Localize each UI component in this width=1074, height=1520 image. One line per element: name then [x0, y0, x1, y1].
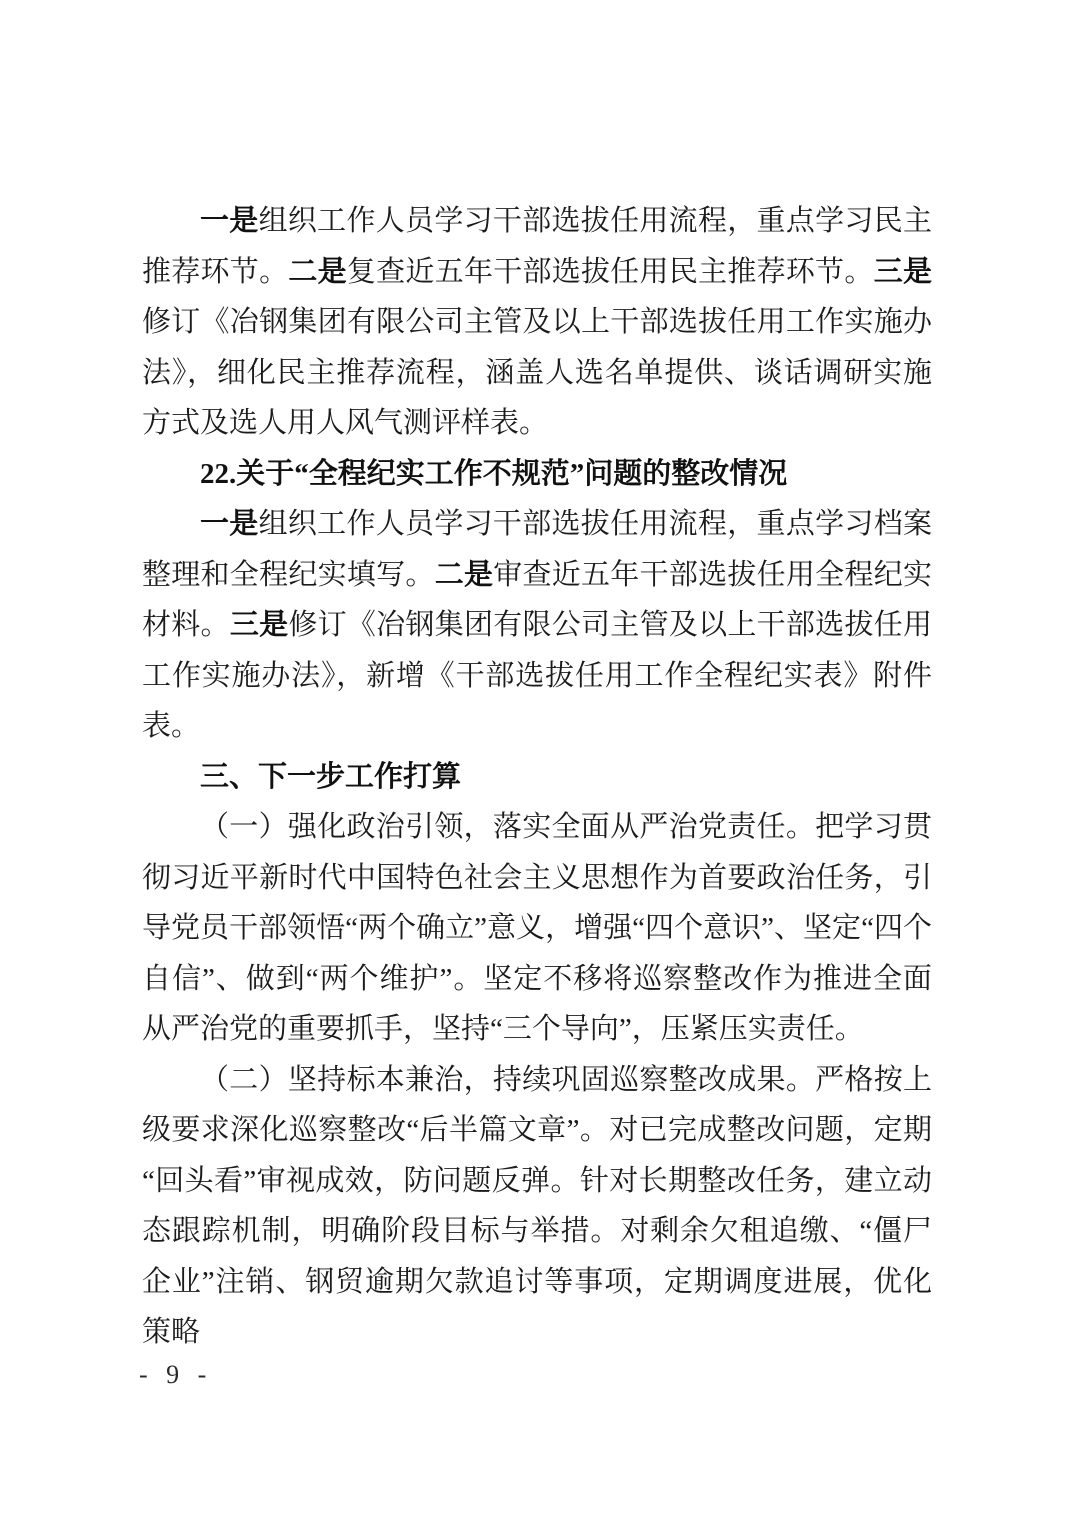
- run-ordinal-one: 一是: [200, 205, 259, 237]
- paragraph-measures-22: [142, 499, 932, 752]
- page-number: - 9 -: [139, 1360, 213, 1389]
- run-ordinal-three: 三是: [873, 255, 932, 288]
- run-text: 组织工作人员学习干部选拔任用流程，重点学习档案整理和全程纪实填写。: [142, 508, 932, 591]
- document-body: [142, 196, 932, 1358]
- paragraph-next-step-2: [142, 1055, 932, 1358]
- paragraph-next-step-1: [142, 802, 932, 1055]
- run-text: （一）强化政治引领，落实全面从严治党责任。把学习贯彻习近平新时代中国特色社会主义思想作为首要政治任务，引导党员干部领悟“两个确立”意义，增强“四个意识”、坚定“四个自信”、做到“两个维护”。坚定不移将巡察整改作为推进全面从严治党的重要抓手，坚持“三个导向”，压紧压实责任。: [142, 811, 932, 1045]
- run-text: 复查近五年干部选拔任用民主推荐环节。: [346, 255, 874, 288]
- paragraph-measures-21: [142, 196, 932, 449]
- run-text: 组织工作人员学习干部选拔任用流程，重点学习民主推荐环节。: [142, 205, 932, 288]
- run-ordinal-one: 一是: [200, 508, 259, 540]
- run-ordinal-three: 三是: [229, 609, 289, 641]
- run-text: 修订《冶钢集团有限公司主管及以上干部选拔任用工作实施办法》，细化民主推荐流程，涵盖人选名单提供、谈话调研实施方式及选人用人风气测评样表。: [142, 306, 932, 439]
- section-heading-item-22: 22.关于“全程纪实工作不规范”问题的整改情况: [200, 457, 788, 490]
- section-heading-next-steps: 三、下一步工作打算: [200, 760, 462, 793]
- run-ordinal-two: 二是: [434, 558, 494, 591]
- run-text: 修订《冶钢集团有限公司主管及以上干部选拔任用工作实施办法》，新增《干部选拔任用工作全程纪实表》附件表。: [142, 609, 932, 742]
- run-text: 审查近五年干部选拔任用全程纪实材料。: [142, 558, 932, 641]
- run-text: （二）坚持标本兼治，持续巩固巡察整改成果。严格按上级要求深化巡察整改“后半篇文章”。对已完成整改问题，定期“回头看”审视成效，防问题反弹。针对长期整改任务，建立动态跟踪机制，明确阶段目标与举措。对剩余欠租追缴、“僵尸企业”注销、钢贸逾期欠款追讨等事项，定期调度进展，优化策略: [142, 1063, 932, 1348]
- run-ordinal-two: 二是: [288, 255, 347, 288]
